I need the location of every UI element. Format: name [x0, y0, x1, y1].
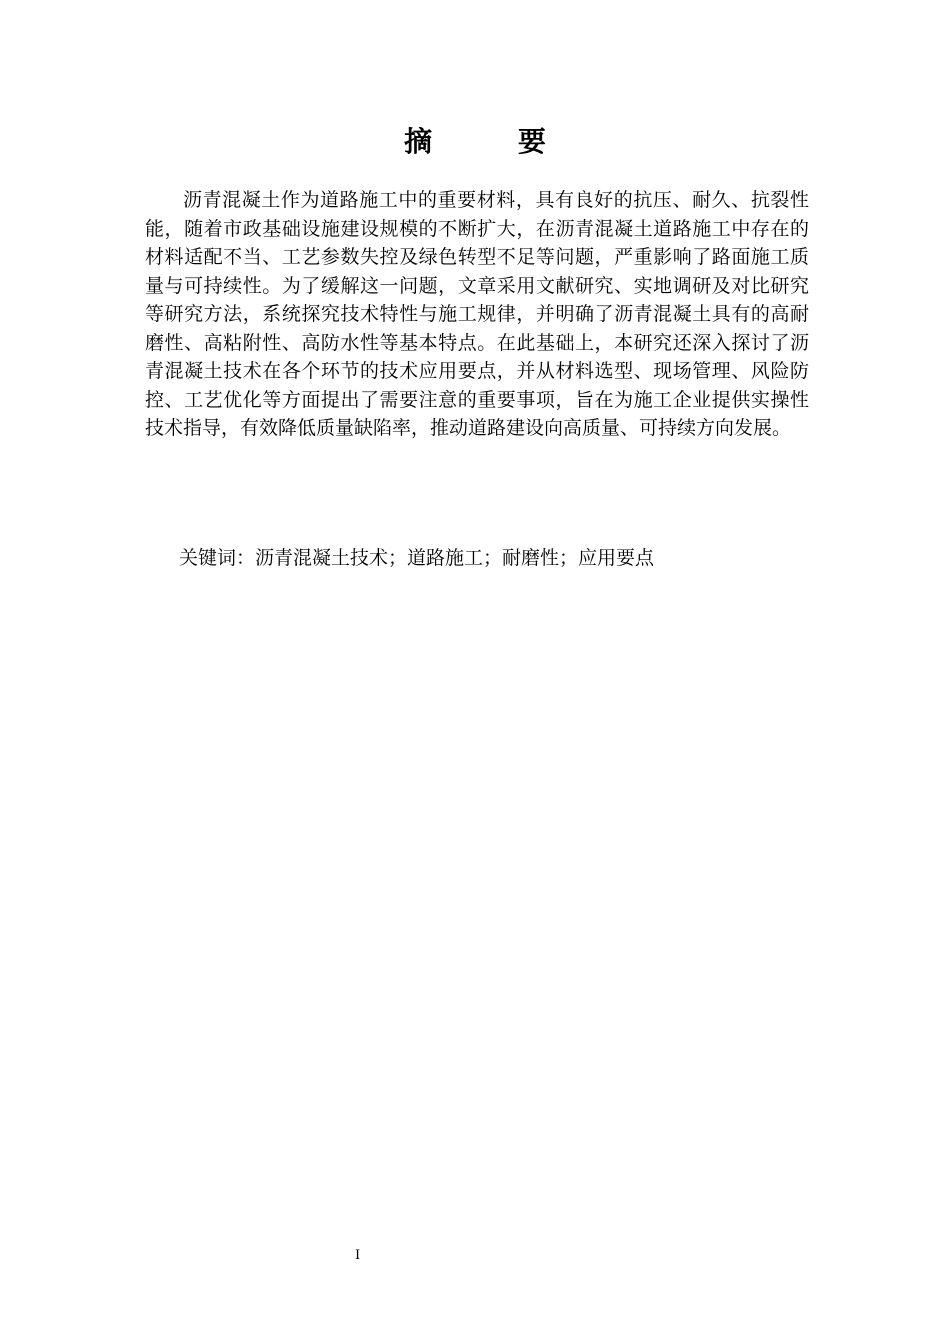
keywords-label: 关键词：	[179, 547, 256, 569]
keywords-line	[179, 544, 654, 572]
abstract-title: 摘 要	[404, 125, 584, 158]
keywords-list: 沥青混凝土技术；道路施工；耐磨性；应用要点	[255, 547, 655, 569]
page-number: I	[355, 1248, 361, 1263]
abstract-body: 沥青混凝土作为道路施工中的重要材料，具有良好的抗压、耐久、抗裂性能，随着市政基础设施建设规模的不断扩大，在沥青混凝土道路施工中存在的材料适配不当、工艺参数失控及绿色转型不足等问题，严重影响了路面施工质量与可持续性。为了缓解这一问题，文章采用文献研究、实地调研及对比研究等研究方法，系统探究技术特性与施工规律，并明确了沥青混凝土具有的高耐磨性、高粘附性、高防水性等基本特点。在此基础上，本研究还深入探讨了沥青混凝土技术在各个环节的技术应用要点，并从材料选型、现场管理、风险防控、工艺优化等方面提出了需要注意的重要事项，旨在为施工企业提供实操性技术指导，有效降低质量缺陷率，推动道路建设向高质量、可持续方向发展。	[145, 189, 809, 439]
